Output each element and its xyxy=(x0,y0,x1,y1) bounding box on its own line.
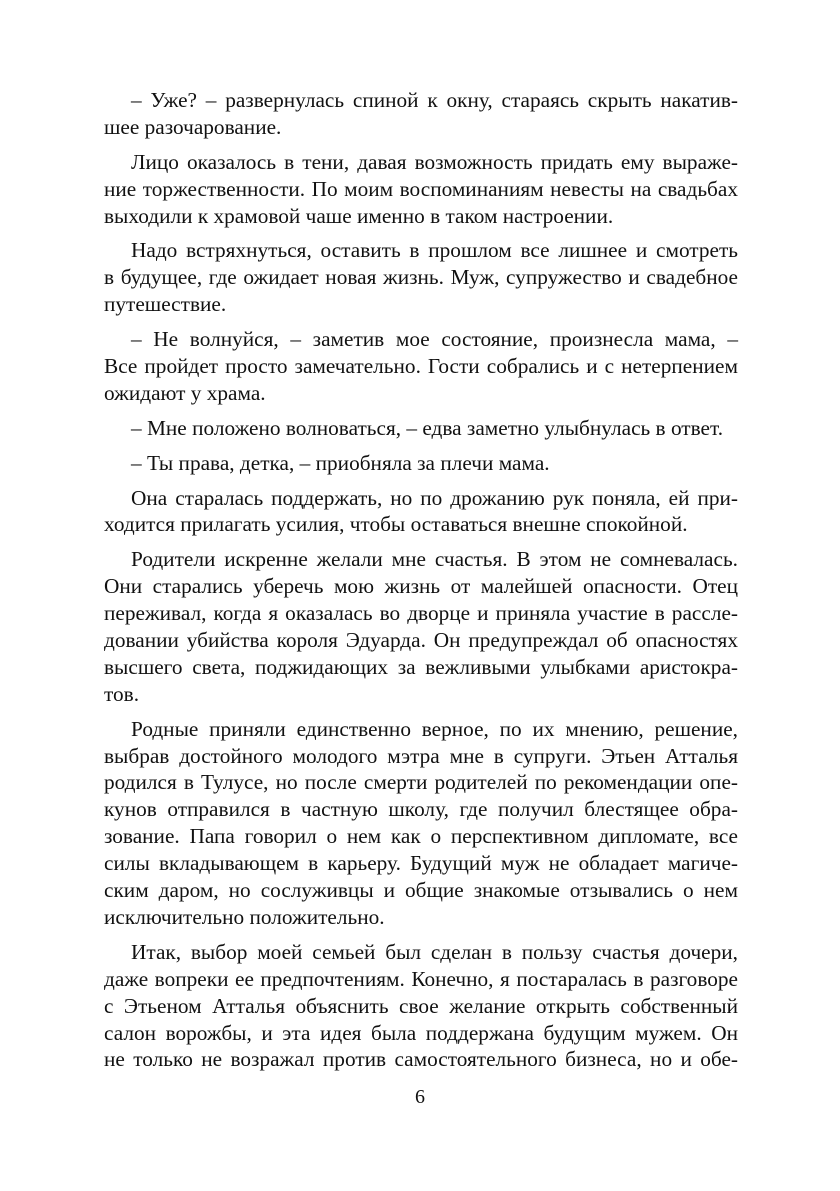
paragraph-gap xyxy=(104,931,738,939)
text-line: довании убийства короля Эдуарда. Он предупреждал об опасностях xyxy=(104,628,738,653)
text-line: с Этьеном Атталья объяснить свое желание открыть собственный xyxy=(104,993,738,1018)
text-line: высшего света, поджидающих за вежливыми улыбками аристокра- xyxy=(104,654,738,679)
text-line: Все пройдет просто замечательно. Гости собрались и с нетерпением xyxy=(104,354,738,379)
paragraph xyxy=(104,415,738,442)
paragraph xyxy=(104,485,738,539)
text-line: силы вкладывающем в карьеру. Будущий муж не обладает магиче- xyxy=(104,851,738,876)
text-line: – Ты права, детка, – приобняла за плечи мама. xyxy=(131,450,550,475)
text-line: Итак, выбор моей семьей был сделан в пользу счастья дочери, xyxy=(131,939,738,964)
text-line: салон ворожбы, и эта идея была поддержана будущим мужем. Он xyxy=(104,1020,738,1045)
page-body-text xyxy=(104,87,738,1073)
text-line: путешествие. xyxy=(104,292,227,317)
paragraph xyxy=(104,716,738,931)
text-line: даже вопреки ее предпочтениям. Конечно, я постаралась в разговоре xyxy=(104,966,738,991)
text-line: ходится прилагать усилия, чтобы оставаться внешне спокойной. xyxy=(104,512,688,537)
paragraph-gap xyxy=(104,708,738,716)
text-line: – Мне положено волноваться, – едва заметно улыбнулась в ответ. xyxy=(131,415,724,440)
text-line: Она старалась поддержать, но по дрожанию рук поняла, ей при- xyxy=(131,485,738,510)
paragraph-gap xyxy=(104,407,738,415)
page-number: 6 xyxy=(415,1086,425,1108)
paragraph xyxy=(104,87,738,141)
text-line: выбрав достойного молодого мэтра мне в супруги. Этьен Атталья xyxy=(104,743,738,768)
text-line: зование. Папа говорил о нем как о перспективном дипломате, все xyxy=(104,824,738,849)
text-line: выходили к храмовой чаше именно в таком настроении. xyxy=(104,203,614,228)
paragraph-gap xyxy=(104,538,738,546)
text-line: – Уже? – развернулась спиной к окну, стараясь скрыть накатив- xyxy=(131,88,738,112)
text-line: Родители искренне желали мне счастья. В этом не сомневалась. xyxy=(131,547,738,572)
paragraph xyxy=(104,939,738,1073)
text-line: Лицо оказалось в тени, давая возможность придать ему выраже- xyxy=(131,149,738,174)
text-line: исключительно положительно. xyxy=(104,904,385,929)
text-line: Они старались уберечь мою жизнь от малейшей опасности. Отец xyxy=(104,574,738,599)
text-line: ским даром, но сослуживцы и общие знакомые отзывались о нем xyxy=(104,878,738,903)
text-line: родился в Тулусе, но после смерти родителей по рекомендации опе- xyxy=(104,770,738,795)
paragraph xyxy=(104,326,738,407)
paragraph-gap xyxy=(104,318,738,326)
text-line: Надо встряхнуться, оставить в прошлом все лишнее и смотреть xyxy=(131,238,738,263)
paragraph xyxy=(104,237,738,318)
text-line: ние торжественности. По моим воспоминаниям невесты на свадьбах xyxy=(104,176,738,201)
text-line: не только не возражал против самостоятельного бизнеса, но и обе- xyxy=(104,1047,738,1072)
paragraph xyxy=(104,546,738,707)
paragraph-gap xyxy=(104,229,738,237)
text-line: шее разочарование. xyxy=(104,114,282,139)
paragraph-gap xyxy=(104,477,738,485)
text-line: ожидают у храма. xyxy=(104,380,266,405)
text-line: переживал, когда я оказалась во дворце и приняла участие в рассле- xyxy=(104,601,738,626)
text-line: в будущее, где ожидает новая жизнь. Муж, супружество и свадебное xyxy=(104,265,738,290)
paragraph-gap xyxy=(104,442,738,450)
text-line: тов. xyxy=(104,681,140,706)
text-line: – Не волнуйся, – заметив мое состояние, произнесла мама, – xyxy=(131,327,738,352)
text-line: кунов отправился в частную школу, где получил блестящее обра- xyxy=(104,797,738,822)
paragraph-gap xyxy=(104,141,738,149)
text-line: Родные приняли единственно верное, по их мнению, решение, xyxy=(131,716,738,741)
paragraph xyxy=(104,450,738,477)
paragraph xyxy=(104,149,738,230)
